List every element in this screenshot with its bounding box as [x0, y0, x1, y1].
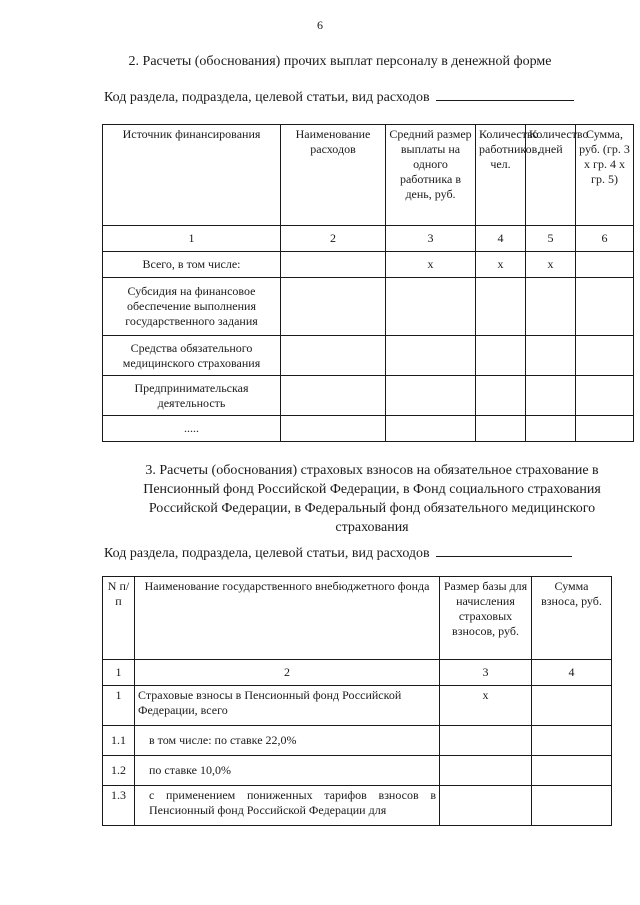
s3-header-fund: Наименование государственного внебюджетного фонда [135, 577, 440, 660]
s2-cell-source: Субсидия на финансовое обеспечение выполнения государственного задания [103, 278, 281, 336]
section3-code-label: Код раздела, подраздела, целевой статьи, вид расходов [104, 546, 430, 561]
s2-colnum: 3 [386, 226, 476, 252]
s3-cell-number: 1.2 [103, 756, 135, 786]
s2-cell[interactable] [576, 416, 634, 442]
section2-code-label: Код раздела, подраздела, целевой статьи, вид расходов [104, 90, 430, 105]
s3-colnum: 1 [103, 660, 135, 686]
table-row [103, 376, 634, 416]
s2-cell[interactable] [476, 416, 526, 442]
s3-header-base: Размер базы для начисления страховых взносов, руб. [440, 577, 532, 660]
s2-cell[interactable] [576, 336, 634, 376]
section3-code-blank[interactable] [436, 555, 572, 557]
s2-header-sum: Сумма, руб. (гр. 3 х гр. 4 х гр. 5) [576, 125, 634, 226]
s2-cell-source: Всего, в том числе: [103, 252, 281, 278]
s2-cell[interactable] [386, 376, 476, 416]
s2-cell[interactable] [526, 278, 576, 336]
s2-cell[interactable] [281, 376, 386, 416]
s3-colnum: 4 [532, 660, 612, 686]
s3-cell[interactable] [532, 726, 612, 756]
s3-cell[interactable] [440, 756, 532, 786]
section3-table [102, 576, 612, 826]
s3-cell-fund: в том числе: по ставке 22,0% [135, 726, 440, 756]
s3-cell-number: 1.3 [103, 786, 135, 826]
s3-header-sum: Сумма взноса, руб. [532, 577, 612, 660]
s2-cell[interactable] [526, 416, 576, 442]
s3-colnum: 3 [440, 660, 532, 686]
section3-heading: 3. Расчеты (обоснования) страховых взносов на обязательное страхование в Пенсионный фонд Российской Федерации, в Фонд социального страхования Российской Федерации, в Федеральный фонд обязательного медицинского страхования [143, 463, 601, 535]
s3-cell[interactable] [532, 786, 612, 826]
s2-header-name: Наименование расходов [281, 125, 386, 226]
s2-cell[interactable] [386, 278, 476, 336]
section2-colnum-row [103, 226, 634, 252]
s2-cell: х [476, 252, 526, 278]
s2-cell[interactable] [386, 416, 476, 442]
s2-header-source: Источник финансирования [103, 125, 281, 226]
s2-colnum: 1 [103, 226, 281, 252]
s2-cell[interactable] [281, 416, 386, 442]
s3-cell[interactable] [440, 786, 532, 826]
s3-header-number: N п/п [103, 577, 135, 660]
section3-header-row [103, 577, 612, 660]
s2-cell[interactable] [281, 278, 386, 336]
s3-cell-fund: с применением пониженных тарифов взносов в Пенсионный фонд Российской Федерации для [135, 786, 440, 826]
table-row [103, 686, 612, 726]
s3-cell: х [440, 686, 532, 726]
s2-header-employees: Количество работников, чел. [476, 125, 526, 226]
s2-cell: х [386, 252, 476, 278]
s2-colnum: 4 [476, 226, 526, 252]
s3-cell-number: 1.1 [103, 726, 135, 756]
s3-cell[interactable] [532, 756, 612, 786]
table-row [103, 726, 612, 756]
s2-cell[interactable] [476, 336, 526, 376]
s2-cell[interactable] [526, 376, 576, 416]
section2-code-blank[interactable] [436, 99, 574, 101]
table-row [103, 278, 634, 336]
s2-cell[interactable] [281, 336, 386, 376]
section2-header-row [103, 125, 634, 226]
section3-code-line [104, 546, 572, 562]
s3-cell-fund: по ставке 10,0% [135, 756, 440, 786]
table-row [103, 336, 634, 376]
table-row [103, 252, 634, 278]
section3-colnum-row [103, 660, 612, 686]
s2-header-days: Количество дней [526, 125, 576, 226]
s2-cell[interactable] [576, 278, 634, 336]
s3-cell-number: 1 [103, 686, 135, 726]
s2-header-avg-payment: Средний размер выплаты на одного работника в день, руб. [386, 125, 476, 226]
section2-code-line [104, 90, 574, 106]
section2-heading: 2. Расчеты (обоснования) прочих выплат персоналу в денежной форме [128, 54, 552, 69]
s2-cell[interactable] [386, 336, 476, 376]
s2-cell-source: Средства обязательного медицинского страхования [103, 336, 281, 376]
table-row [103, 786, 612, 826]
s2-colnum: 6 [576, 226, 634, 252]
s2-cell[interactable] [576, 376, 634, 416]
s2-cell-source: ..... [103, 416, 281, 442]
s3-cell-fund: Страховые взносы в Пенсионный фонд Российской Федерации, всего [135, 686, 440, 726]
s3-cell[interactable] [440, 726, 532, 756]
s3-cell[interactable] [532, 686, 612, 726]
s2-cell[interactable] [476, 376, 526, 416]
s2-cell[interactable] [576, 252, 634, 278]
s2-cell[interactable] [281, 252, 386, 278]
s2-cell: х [526, 252, 576, 278]
s2-cell[interactable] [476, 278, 526, 336]
page-number: 6 [317, 18, 323, 32]
table-row [103, 416, 634, 442]
s2-colnum: 2 [281, 226, 386, 252]
table-row [103, 756, 612, 786]
s2-cell[interactable] [526, 336, 576, 376]
s3-colnum: 2 [135, 660, 440, 686]
s2-colnum: 5 [526, 226, 576, 252]
section2-table [102, 124, 634, 442]
s2-cell-source: Предпринимательская деятельность [103, 376, 281, 416]
